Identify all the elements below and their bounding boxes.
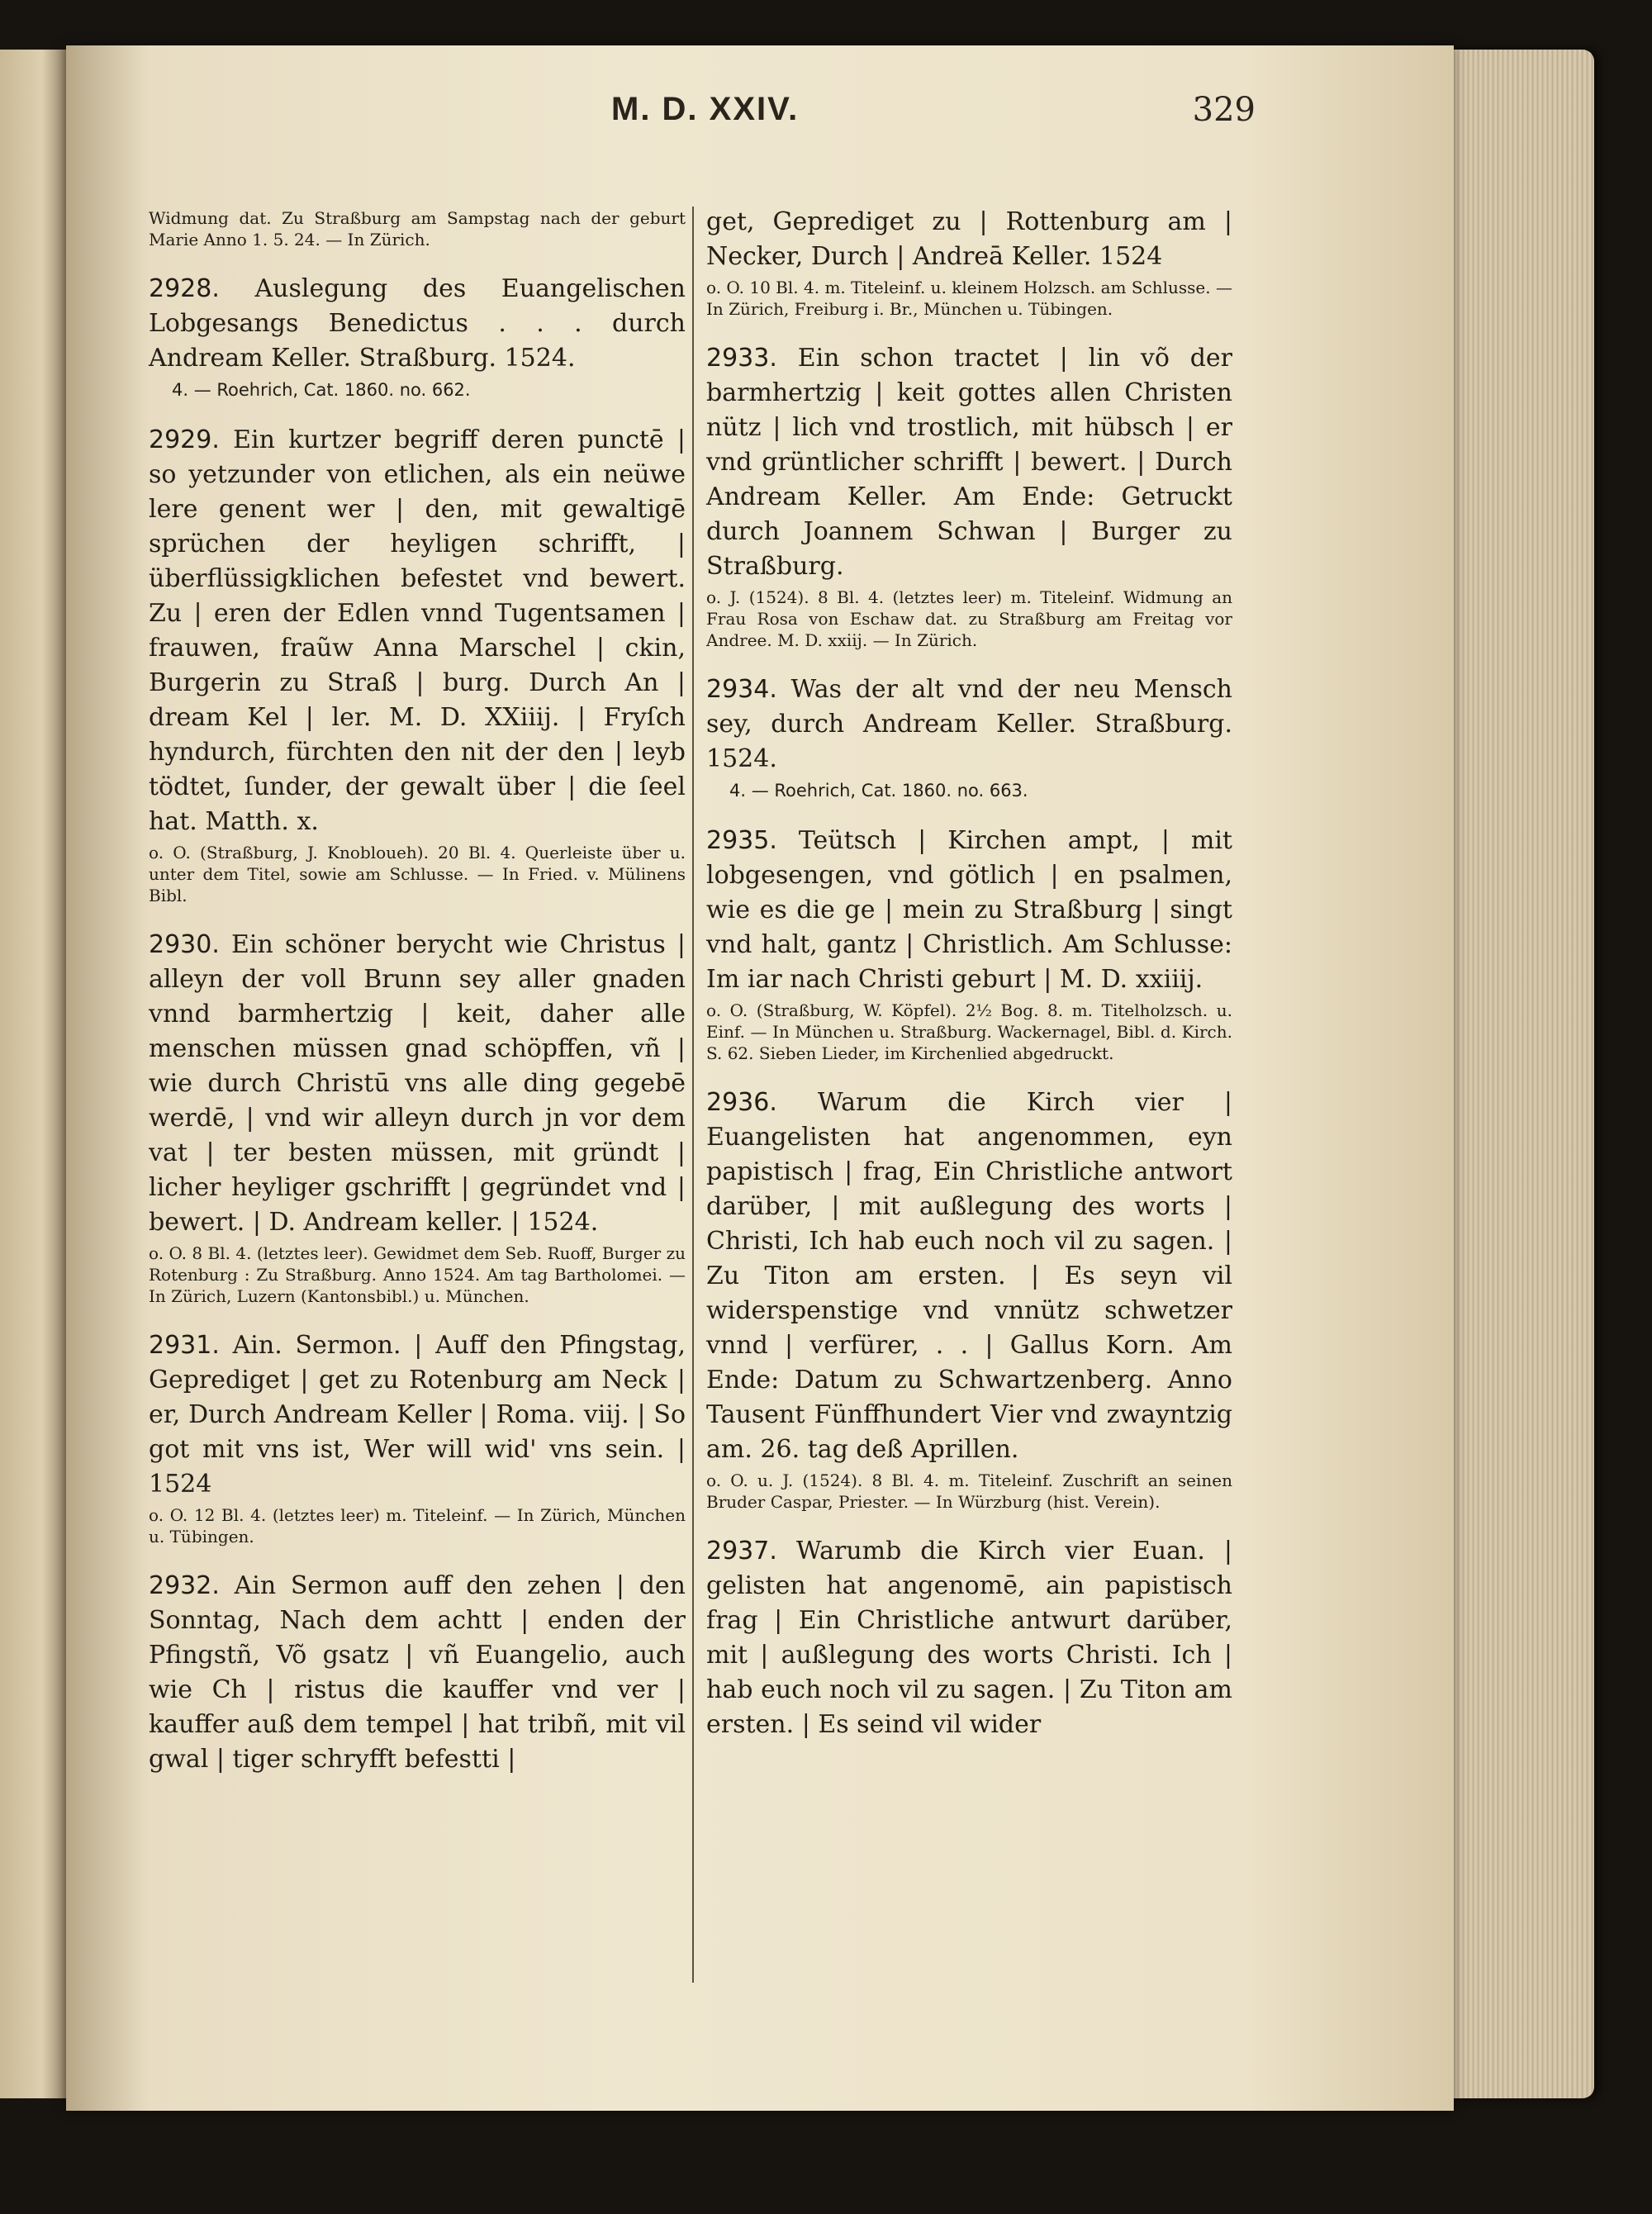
- entry-title: [706, 1086, 1232, 1467]
- page-number: 329: [1192, 91, 1256, 129]
- entry-number: 2928.: [149, 274, 220, 303]
- entry-title: [149, 1569, 686, 1777]
- entry-title-text: Was der alt vnd der neu Mensch sey, durch Andream Keller. Straßburg. 1524.: [706, 675, 1232, 773]
- entry-title-text: Warum die Kirch vier | Euangelisten hat angenommen, eyn papistisch | frag, Ein Christliche antwort darüber, | mit außlegung des worts | Christi, Ich hab euch noch vil zu sagen. | Zu Titon am ersten. | Es seyn vil widerspenstige vnd vnnütz schwetzer vnnd | verfürer, . . | Gallus Korn. Am Ende: Datum zu Schwartzenberg. Anno Tausent Fünffhundert Vier vnd zwayntzig am. 26. tag deß Aprillen.: [706, 1088, 1232, 1464]
- entry-note: o. O. 12 Bl. 4. (letztes leer) m. Titeleinf. — In Zürich, München u. Tübingen.: [149, 1505, 686, 1546]
- entry-title: [149, 1328, 686, 1502]
- entry-title-text: Warumb die Kirch vier Euan. | gelisten hat angenomē, ain papistisch frag | Ein Christliche antwurt darüber, mit | außlegung des worts Christi. Ich | hab euch noch vil zu sagen. | Zu Titon am ersten. | Es seind vil wider: [706, 1537, 1232, 1739]
- entry-2928: [149, 272, 686, 401]
- entry-note: o. O. (Straßburg, W. Köpfel). 2½ Bog. 8. m. Titelholzsch. u. Einf. — In München u. Straßburg. Wackernagel, Bibl. d. Kirch. S. 62. Sieben Lieder, im Kirchenlied abgedruckt.: [706, 1000, 1232, 1063]
- entry-title-text: Teütsch | Kirchen ampt, | mit lobgesengen, vnd götlich | en psalmen, wie es die ge | mein zu Straßburg | singt vnd halt, gantz | Christlich. Am Schlusse: Im iar nach Christi geburt | M. D. xxiiij.: [706, 826, 1232, 994]
- entry-2934: [706, 672, 1232, 802]
- entry-2930: [149, 928, 686, 1307]
- entry-2936: [706, 1086, 1232, 1513]
- entry-2935: [706, 824, 1232, 1064]
- entry-2931: [149, 1328, 686, 1547]
- entry-title: [149, 272, 686, 376]
- entry-number: 2934.: [706, 675, 777, 704]
- facing-page-edge: [0, 50, 70, 2098]
- entry-title-text: Ein schon tractet | lin võ der barmhertzig | keit gottes allen Christen nütz | lich vnd trostlich, mit hübsch | er vnd grüntlicher schrifft | bewert. | Durch Andream Keller. Am Ende: Getruckt durch Joannem Schwan | Burger zu Straßburg.: [706, 344, 1232, 581]
- entry-title-text: Ain. Sermon. | Auff den Pfingstag, Geprediget | get zu Rotenburg am Neck | er, Durch Andream Keller | Roma. viij. | So got mit vns ist, Wer will wid' vns sein. | 1524: [149, 1331, 686, 1499]
- book-page-edges: [1429, 50, 1594, 2098]
- entry-number: 2937.: [706, 1537, 777, 1565]
- entry-reference: 4. — Roehrich, Cat. 1860. no. 663.: [729, 781, 1028, 801]
- entry-number: 2935.: [706, 826, 777, 855]
- entry-title: [706, 824, 1232, 997]
- entry-title: [706, 672, 1232, 777]
- entry-reference: 4. — Roehrich, Cat. 1860. no. 662.: [172, 380, 471, 400]
- right-column: [706, 205, 1232, 1764]
- left-column: [149, 205, 686, 1798]
- entry-2937: [706, 1534, 1232, 1742]
- entry-title: [149, 928, 686, 1240]
- entry-number: 2936.: [706, 1088, 777, 1117]
- entry-number: 2929.: [149, 425, 220, 454]
- entry-title-text: Ain Sermon auff den zehen | den Sonntag, Nach dem achtt | enden der Pfingstñ, Võ gsatz | vñ Euangelio, auch wie Ch | ristus die kauffer vnd ver | kauffer auß dem tempel | hat tribñ, mit vil gwal | tiger schryfft befestti |: [149, 1571, 686, 1774]
- entry-number: 2931.: [149, 1331, 220, 1360]
- entry-previous-continuation: [149, 207, 686, 250]
- entry-2932: [149, 1569, 686, 1777]
- entry-note: o. O. 8 Bl. 4. (letztes leer). Gewidmet dem Seb. Ruoff, Burger zu Rotenburg : Zu Straßburg. Anno 1524. Am tag Bartholomei. — In Zürich, Luzern (Kantonsbibl.) u. München.: [149, 1243, 686, 1306]
- entry-number: 2930.: [149, 930, 220, 959]
- entry-number: 2933.: [706, 344, 777, 373]
- entry-number: 2932.: [149, 1571, 220, 1600]
- entry-title-text: Auslegung des Euangelischen Lobgesangs Benedictus . . . durch Andream Keller. Straßburg. 1524.: [149, 274, 686, 373]
- entry-title: [706, 341, 1232, 584]
- entry-title-text: Ein schöner berycht wie Christus | alleyn der voll Brunn sey aller gnaden vnnd barmhertzig | keit, daher alle menschen müssen gnad schöpffen, vñ | wie durch Christū vns alle ding gegebē werdē, | vnd wir alleyn durch jn vor dem vat | ter besten müssen, mit gründt | licher heyliger gschrifft | gegründet vnd | bewert. | D. Andream keller. | 1524.: [149, 930, 686, 1237]
- entry-title: [149, 423, 686, 839]
- entry-2932-continuation: [706, 205, 1232, 320]
- column-divider: [692, 207, 694, 1983]
- entry-note: Widmung dat. Zu Straßburg am Sampstag nach der geburt Marie Anno 1. 5. 24. — In Zürich.: [149, 208, 686, 249]
- entry-title-text: get, Geprediget zu | Rottenburg am | Necker, Durch | Andreā Keller. 1524: [706, 207, 1232, 271]
- entry-2933: [706, 341, 1232, 651]
- entry-title-text: Ein kurtzer begriff deren punctē | so yetzunder von etlichen, als ein neüwe lere genent wer | den, mit gewaltigē sprüchen der heyligen schrifft, | überflüssigklichen befestet vnd bewert. Zu | eren der Edlen vnnd Tugentsamen | frauwen, fraũw Anna Marschel | ckin, Burgerin zu Straß | burg. Durch An | dream Kel | ler. M. D. XXiiij. | Fryſch hyndurch, fürchten den nit der den | leyb tödtet, ſunder, der gewalt über | die ſeel hat. Matth. x.: [149, 425, 686, 836]
- entry-2929: [149, 423, 686, 906]
- entry-note: o. O. (Straßburg, J. Knobloueh). 20 Bl. 4. Querleiste über u. unter dem Titel, sowie am Schlusse. — In Fried. v. Mülinens Bibl.: [149, 843, 686, 905]
- entry-title: [706, 1534, 1232, 1742]
- entry-note: o. O. u. J. (1524). 8 Bl. 4. m. Titeleinf. Zuschrift an seinen Bruder Caspar, Priester. — In Würzburg (hist. Verein).: [706, 1470, 1232, 1512]
- entry-note: o. J. (1524). 8 Bl. 4. (letztes leer) m. Titeleinf. Widmung an Frau Rosa von Eschaw dat. zu Straßburg am Freitag vor Andree. M. D. xxiij. — In Zürich.: [706, 587, 1232, 650]
- running-title: M. D. XXIV.: [611, 91, 800, 127]
- entry-note: o. O. 10 Bl. 4. m. Titeleinf. u. kleinem Holzsch. am Schlusse. — In Zürich, Freiburg i. Br., München u. Tübingen.: [706, 278, 1232, 319]
